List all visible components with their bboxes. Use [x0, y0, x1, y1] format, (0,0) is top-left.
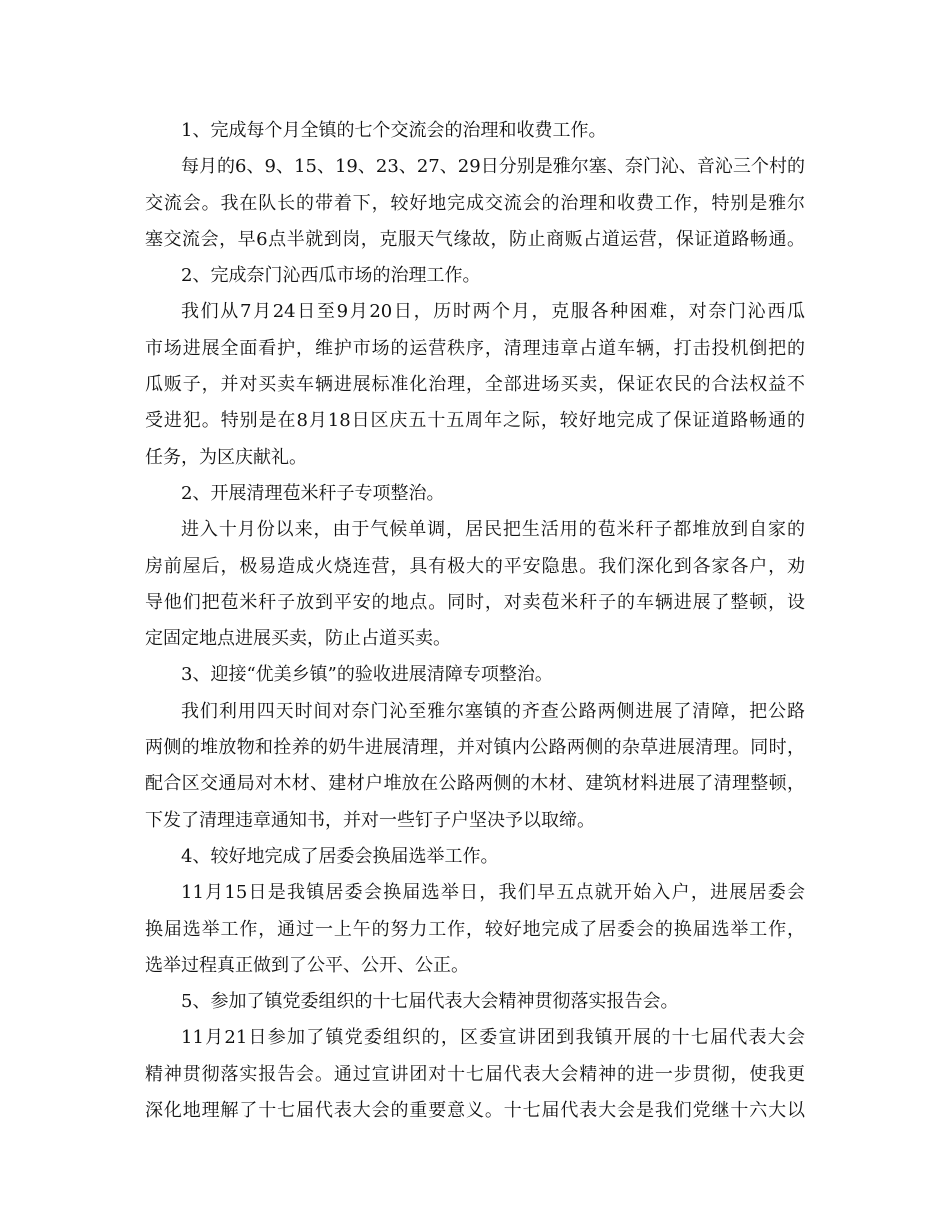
- paragraph-line: 两侧的堆放物和拴养的奶牛进展清理，并对镇内公路两侧的杂草进展清理。同时，: [145, 737, 805, 759]
- paragraph-line: 精神贯彻落实报告会。通过宣讲团对十七届代表大会精神的进一步贯彻，使我更: [145, 1063, 805, 1085]
- paragraph-line: 房前屋后，极易造成火烧连营，具有极大的平安隐患。我们深化到各家各户，劝: [145, 555, 805, 577]
- paragraph-line: 塞交流会，早6点半就到岗，克服天气缘故，防止商贩占道运营，保证道路畅通。: [145, 228, 805, 250]
- paragraph-line: 交流会。我在队长的带着下，较好地完成交流会的治理和收费工作，特别是雅尔: [145, 192, 805, 214]
- heading-4: 3、迎接“优美乡镇”的验收进展清障专项整治。: [181, 664, 553, 686]
- paragraph-line: 下发了清理违章通知书，并对一些钉子户坚决予以取缔。: [145, 809, 595, 831]
- paragraph-line: 受进犯。特别是在8月18日区庆五十五周年之际，较好地完成了保证道路畅通的: [145, 410, 805, 432]
- heading-6: 5、参加了镇党委组织的十七届代表大会精神贯彻落实报告会。: [181, 991, 679, 1013]
- paragraph-line: 任务，为区庆献礼。: [145, 446, 307, 468]
- paragraph-line: 换届选举工作，通过一上午的努力工作，较好地完成了居委会的换届选举工作，: [145, 918, 805, 940]
- heading-1: 1、完成每个月全镇的七个交流会的治理和收费工作。: [181, 120, 607, 141]
- paragraph-line: 我们利用四天时间对奈门沁至雅尔塞镇的齐查公路两侧进展了清障，把公路: [181, 700, 805, 722]
- paragraph-line: 瓜贩子，并对买卖车辆进展标准化治理，全部进场买卖，保证农民的合法权益不: [145, 374, 805, 396]
- paragraph-line: 配合区交通局对木材、建材户堆放在公路两侧的木材、建筑材料进展了清理整顿，: [145, 773, 805, 795]
- heading-3: 2、开展清理苞米秆子专项整治。: [181, 482, 445, 504]
- document-body: [145, 113, 805, 1129]
- paragraph-line: 导他们把苞米秆子放到平安的地点。同时，对卖苞米秆子的车辆进展了整顿，设: [145, 591, 805, 613]
- paragraph-line: 深化地理解了十七届代表大会的重要意义。十七届代表大会是我们党继十六大以: [145, 1100, 805, 1122]
- paragraph-line: 我们从7月24日至9月20日，历时两个月，克服各种困难，对奈门沁西瓜: [181, 301, 805, 323]
- heading-2: 2、完成奈门沁西瓜市场的治理工作。: [181, 265, 481, 287]
- paragraph-line: 11月15日是我镇居委会换届选举日，我们早五点就开始入户，进展居委会: [181, 882, 805, 904]
- paragraph-line: 市场进展全面看护，维护市场的运营秩序，清理违章占道车辆，打击投机倒把的: [145, 337, 805, 359]
- paragraph-line: 定固定地点进展买卖，防止占道买卖。: [145, 628, 451, 650]
- paragraph-line: 11月21日参加了镇党委组织的，区委宣讲团到我镇开展的十七届代表大会: [181, 1027, 805, 1049]
- paragraph-line: 进入十月份以来，由于气候单调，居民把生活用的苞米秆子都堆放到自家的: [181, 519, 805, 541]
- paragraph-line: 选举过程真正做到了公平、公开、公正。: [145, 954, 469, 976]
- paragraph-line: 每月的6、9、15、19、23、27、29日分别是雅尔塞、奈门沁、音沁三个村的: [181, 156, 805, 178]
- heading-5: 4、较好地完成了居委会换届选举工作。: [181, 845, 499, 867]
